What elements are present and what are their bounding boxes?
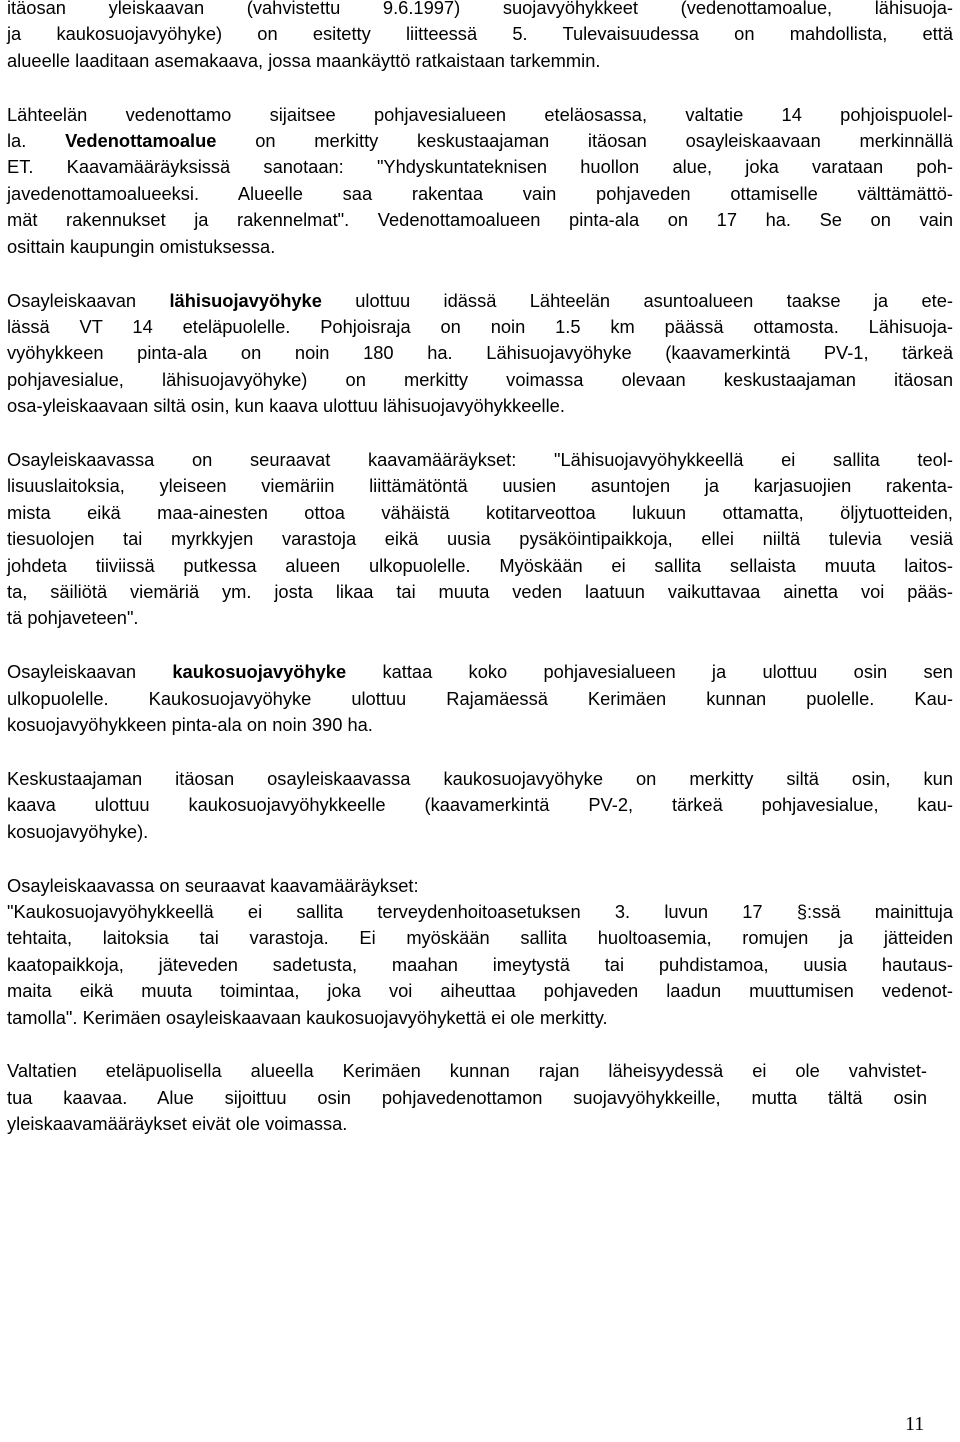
text-line: tiesuolojen tai myrkkyjen varastoja eikä uusia pysäköintipaikkoja, ellei niiltä tulevia vesiä [7,528,953,550]
text-line: tehtaita, laitoksia tai varastoja. Ei myöskään sallita huoltoasemia, romujen ja jätteiden [7,927,953,949]
text-line: ja kaukosuojavyöhyke) on esitetty liitteessä 5. Tulevaisuudessa on mahdollista, että [7,23,953,45]
text-line [7,288,953,314]
text-fragment: la. [7,130,27,152]
text-fragment: kattaa koko pohjavesialueen ja ulottuu osin sen [382,661,953,683]
paragraph-5 [7,659,953,738]
text-line: Lähteelän vedenottamo sijaitsee pohjavesialueen eteläosassa, valtatie 14 pohjoispuolel- [7,103,953,125]
text-line: kosuojavyöhyke). [7,820,149,842]
text-line: mista eikä maa-ainesten ottoa vähäistä kotitarveottoa lukuun ottamatta, öljytuotteiden, [7,501,953,523]
text-fragment: ulottuu idässä Lähteelän asuntoalueen taakse ja ete- [355,289,953,311]
text-line: yleiskaavamääräykset eivät ole voimassa. [7,1113,348,1135]
text-line: alueelle laaditaan asemakaava, jossa maankäyttö ratkaistaan tarkemmin. [7,49,601,71]
text-line: ta, säiliötä viemäriä ym. josta likaa tai muuta veden laatuun vaikuttavaa ainetta voi pääs- [7,580,953,602]
page-number: 11 [905,1413,925,1435]
text-line: "Kaukosuojavyöhykkeellä ei sallita terveydenhoitoasetuksen 3. luvun 17 §:ssä mainittuja [7,900,953,922]
text-line: Osayleiskaavassa on seuraavat kaavamääräykset: [7,874,419,896]
text-line: tua kaavaa. Alue sijoittuu osin pohjavedenottamon suojavyöhykkeille, mutta tältä osin [7,1086,927,1108]
paragraph-7 [7,873,953,1031]
term-vedenottamoalue: Vedenottamoalue [65,130,217,152]
text-line: tamolla". Kerimäen osayleiskaavaan kaukosuojavyöhykettä ei ole merkitty. [7,1006,608,1028]
text-line: itäosan yleiskaavan (vahvistettu 9.6.1997) suojavyöhykkeet (vedenottamoalue, lähisuoja- [7,0,953,18]
paragraph-4 [7,447,953,632]
text-line: maita eikä muuta toimintaa, joka voi aiheuttaa pohjaveden laadun muuttumisen vedenot- [7,980,953,1002]
text-line: javedenottamoalueeksi. Alueelle saa rakentaa vain pohjaveden ottamiselle välttämättö- [7,182,953,204]
text-fragment: Osayleiskaavan [7,289,137,311]
text-line: tä pohjaveteen". [7,607,139,629]
text-line [7,128,953,154]
text-fragment: Osayleiskaavan [7,661,137,683]
text-line: pohjavesialue, lähisuojavyöhyke) on merkitty voimassa olevaan keskustaajaman itäosan [7,368,953,390]
text-line: lisuuslaitoksia, yleiseen viemäriin liittämätöntä uusien asuntojen ja karjasuojien rakenta- [7,475,953,497]
text-line: ET. Kaavamääräyksissä sanotaan: "Yhdyskuntateknisen huollon alue, joka varataan poh- [7,156,953,178]
paragraph-8 [7,1058,927,1137]
term-kaukosuojavyohyke: kaukosuojavyöhyke [172,661,347,683]
text-line: Keskustaajaman itäosan osayleiskaavassa kaukosuojavyöhyke on merkitty siltä osin, kun [7,767,953,789]
text-line: kaava ulottuu kaukosuojavyöhykkeelle (kaavamerkintä PV-2, tärkeä pohjavesialue, kau- [7,794,953,816]
text-line: kaatopaikkoja, jäteveden sadetusta, maahan imeytystä tai puhdistamoa, uusia hautaus- [7,953,953,975]
text-fragment: on merkitty keskustaajaman itäosan osayleiskaavaan merkinnällä [255,130,953,152]
paragraph-2 [7,102,953,260]
term-lahisuojavyohyke: lähisuojavyöhyke [169,289,322,311]
text-line: ulkopuolelle. Kaukosuojavyöhyke ulottuu Rajamäessä Kerimäen kunnan puolelle. Kau- [7,687,953,709]
text-line: vyöhykkeen pinta-ala on noin 180 ha. Lähisuojavyöhyke (kaavamerkintä PV-1, tärkeä [7,342,953,364]
text-line: osa-yleiskaavaan siltä osin, kun kaava ulottuu lähisuojavyöhykkeelle. [7,395,565,417]
paragraph-6 [7,766,953,845]
document-page [7,0,953,1138]
text-line: kosuojavyöhykkeen pinta-ala on noin 390 ha. [7,713,373,735]
text-line: johdeta tiiviissä putkessa alueen ulkopuolelle. Myöskään ei sallita sellaista muuta laitos- [7,554,953,576]
paragraph-1 [7,0,953,74]
paragraph-3 [7,288,953,420]
text-line: osittain kaupungin omistuksessa. [7,235,276,257]
text-line: mät rakennukset ja rakennelmat". Vedenottamoalueen pinta-ala on 17 ha. Se on vain [7,209,953,231]
text-line: Valtatien eteläpuolisella alueella Kerimäen kunnan rajan läheisyydessä ei ole vahvistet- [7,1060,927,1082]
text-line [7,659,953,685]
text-line: lässä VT 14 eteläpuolelle. Pohjoisraja on noin 1.5 km päässä ottamosta. Lähisuoja- [7,315,953,337]
text-line: Osayleiskaavassa on seuraavat kaavamääräykset: "Lähisuojavyöhykkeellä ei sallita teol- [7,448,953,470]
